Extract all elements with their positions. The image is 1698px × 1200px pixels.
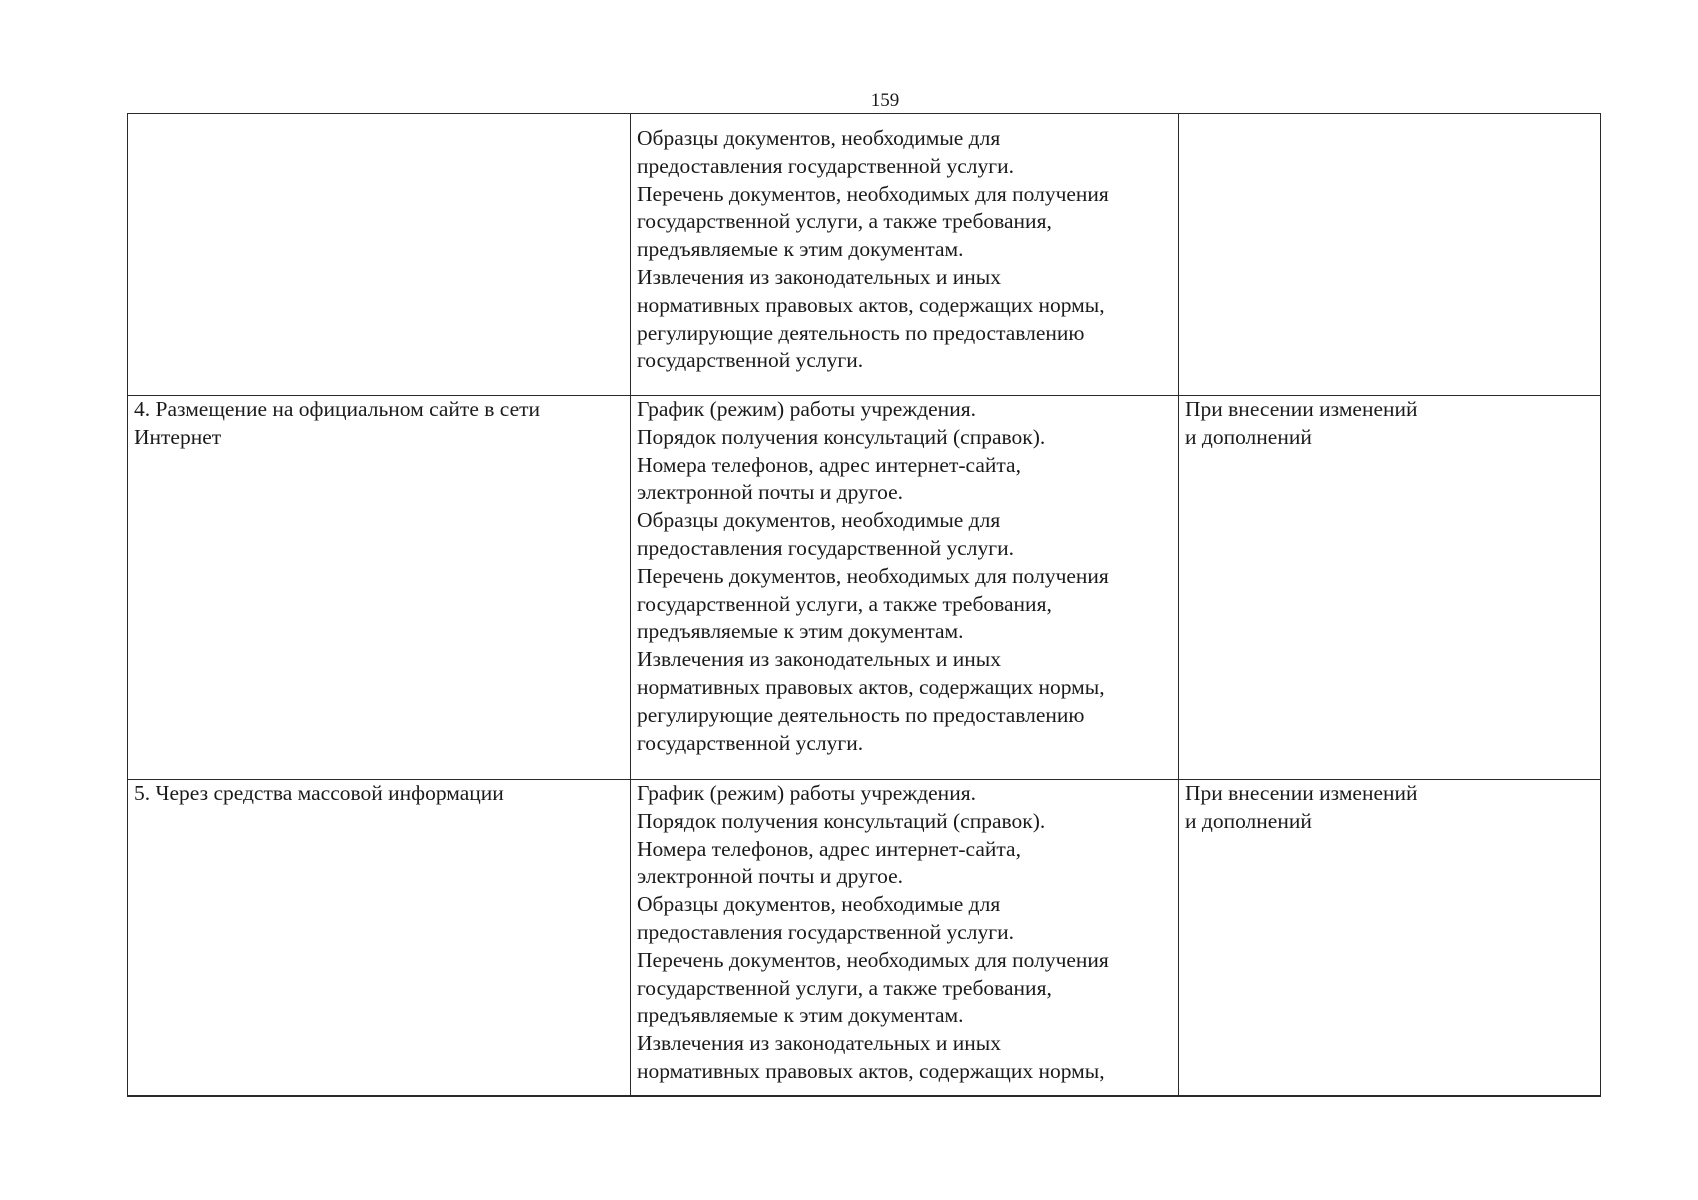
text-line: нормативных правовых актов, содержащих нормы, xyxy=(637,292,1105,317)
table-row-mass-media xyxy=(128,780,1601,1097)
text-line: Номера телефонов, адрес интернет-сайта, xyxy=(637,836,1021,861)
text-line: электронной почты и другое. xyxy=(637,480,904,505)
info-cell xyxy=(631,780,1179,1097)
text-line: Извлечения из законодательных и иных xyxy=(637,264,1001,289)
table-row-website xyxy=(128,396,1601,780)
text-line: При внесении изменений xyxy=(1185,397,1418,421)
text-line: Перечень документов, необходимых для получения xyxy=(637,181,1109,206)
text-line: предъявляемые к этим документам. xyxy=(637,237,964,262)
text-line: регулирующие деятельность по предоставлению xyxy=(637,320,1085,345)
text-line: нормативных правовых актов, содержащих нормы, xyxy=(637,1058,1105,1083)
text-line: регулирующие деятельность по предоставлению xyxy=(637,702,1085,727)
text-line: Образцы документов, необходимые для xyxy=(637,508,1001,533)
method-cell xyxy=(128,780,631,1097)
update-cell xyxy=(1179,396,1601,780)
text-line: График (режим) работы учреждения. xyxy=(637,781,976,805)
text-line: Интернет xyxy=(134,424,222,449)
information-table xyxy=(127,113,1601,1097)
text-line: предоставления государственной услуги. xyxy=(637,153,1014,178)
text-line: предоставления государственной услуги. xyxy=(637,535,1014,560)
page-number: 159 xyxy=(870,90,900,111)
info-cell xyxy=(631,114,1179,396)
text-line: предоставления государственной услуги. xyxy=(637,919,1014,944)
text-line: государственной услуги. xyxy=(637,730,864,755)
text-line: 5. Через средства массовой информации xyxy=(134,781,504,805)
table-row-continuation xyxy=(128,114,1601,396)
info-cell xyxy=(631,396,1179,780)
text-line: 4. Размещение на официальном сайте в сети xyxy=(134,397,541,421)
text-line: Извлечения из законодательных и иных xyxy=(637,647,1001,672)
text-line: Порядок получения консультаций (справок). xyxy=(637,808,1046,833)
text-line: Извлечения из законодательных и иных xyxy=(637,1031,1001,1056)
text-line: предъявляемые к этим документам. xyxy=(637,1003,964,1028)
text-line: государственной услуги, а также требования, xyxy=(637,209,1052,234)
text-line: При внесении изменений xyxy=(1185,781,1418,805)
text-line: Перечень документов, необходимых для получения xyxy=(637,563,1109,588)
text-line: государственной услуги, а также требования, xyxy=(637,975,1052,1000)
method-cell xyxy=(128,396,631,780)
text-line: Порядок получения консультаций (справок). xyxy=(637,424,1046,449)
text-line: и дополнений xyxy=(1185,808,1312,833)
text-line: График (режим) работы учреждения. xyxy=(637,397,976,421)
update-cell xyxy=(1179,114,1601,396)
method-cell xyxy=(128,114,631,396)
text-line: государственной услуги, а также требования, xyxy=(637,591,1052,616)
text-line: электронной почты и другое. xyxy=(637,864,904,889)
text-line: Номера телефонов, адрес интернет-сайта, xyxy=(637,452,1021,477)
text-line: Перечень документов, необходимых для получения xyxy=(637,947,1109,972)
text-line: предъявляемые к этим документам. xyxy=(637,619,964,644)
text-line: Образцы документов, необходимые для xyxy=(637,892,1001,917)
text-line: государственной услуги. xyxy=(637,348,864,373)
text-line: и дополнений xyxy=(1185,424,1312,449)
update-cell xyxy=(1179,780,1601,1097)
text-line: нормативных правовых актов, содержащих нормы, xyxy=(637,674,1105,699)
text-line: Образцы документов, необходимые для xyxy=(637,126,1001,150)
